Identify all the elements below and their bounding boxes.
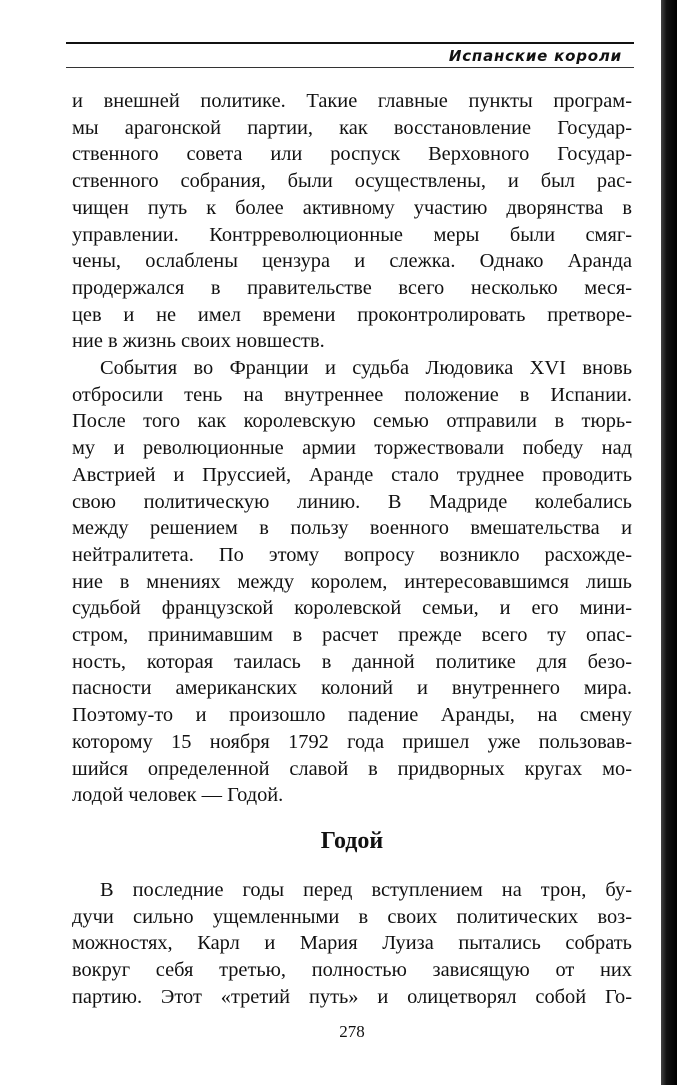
text-line: стром, принимавшим в расчет прежде всего ту опас-: [72, 624, 632, 647]
text-line: между решением в пользу военного вмешательства и: [72, 517, 632, 540]
text-line: ние в жизнь своих новшеств.: [72, 330, 325, 353]
text-line: После того как королевскую семью отправили в тюрь-: [72, 410, 632, 433]
text-line: нейтралитета. По этому вопросу возникло расхожде-: [72, 543, 632, 566]
running-header: [66, 42, 634, 68]
text-line: партию. Этот «третий путь» и олицетворял собой Го-: [72, 985, 632, 1008]
text-line: ние в мнениях между королем, интересовавшимся лишь: [72, 570, 632, 593]
text-line: можностях, Карл и Мария Луиза пытались собрать: [72, 932, 632, 955]
section-heading: Годой: [320, 828, 384, 854]
running-title: Испанские короли: [448, 47, 622, 65]
text-line: управлении. Контрреволюционные меры были смяг-: [72, 223, 632, 246]
text-line: лодой человек — Годой.: [72, 784, 284, 807]
text-line: ственного совета или роспуск Верховного Государ-: [72, 143, 632, 166]
text-line: отбросили тень на внутреннее положение в Испании.: [72, 383, 632, 406]
page-number: 278: [339, 1022, 365, 1041]
paragraph-3: [72, 877, 632, 1011]
paragraph-2: [72, 355, 632, 809]
text-line: Поэтому-то и произошло падение Аранды, на смену: [72, 704, 632, 727]
text-line: дучи сильно ущемленными в своих политических воз-: [72, 905, 632, 928]
page-binding-edge: [661, 0, 677, 1085]
text-line: продержался в правительстве всего несколько меся-: [72, 276, 632, 299]
text-line: пасности американских колоний и внутреннего мира.: [72, 677, 632, 700]
text-line: ность, которая таилась в данной политике для безо-: [72, 650, 632, 673]
text-line: шийся определенной славой в придворных кругах мо-: [72, 757, 632, 780]
text-line: и внешней политике. Такие главные пункты програм-: [72, 90, 632, 112]
text-line: которому 15 ноября 1792 года пришел уже пользовав-: [72, 730, 632, 753]
text-line: вокруг себя третью, полностью зависящую от них: [72, 959, 632, 982]
paragraph-1: [72, 88, 632, 355]
text-line: чены, ослаблены цензура и слежка. Однако Аранда: [72, 250, 632, 273]
text-line: му и революционные армии торжествовали победу над: [72, 437, 632, 460]
text-line: В последние годы перед вступлением на трон, бу-: [100, 879, 632, 901]
text-line: судьбой французской королевской семьи, и его мини-: [72, 597, 632, 620]
text-line: цев и не имел времени проконтролировать претворе-: [72, 303, 632, 326]
text-line: чищен путь к более активному участию дворянства в: [72, 196, 632, 219]
text-line: События во Франции и судьба Людовика XVI вновь: [100, 357, 632, 379]
text-line: свою политическую линию. В Мадриде колебались: [72, 490, 632, 513]
header-rule-bottom: [66, 67, 634, 68]
text-line: ственного собрания, были осуществлены, и был рас-: [72, 170, 632, 193]
text-line: мы арагонской партии, как восстановление Государ-: [72, 116, 632, 139]
text-line: Австрией и Пруссией, Аранде стало труднее проводить: [72, 463, 632, 486]
